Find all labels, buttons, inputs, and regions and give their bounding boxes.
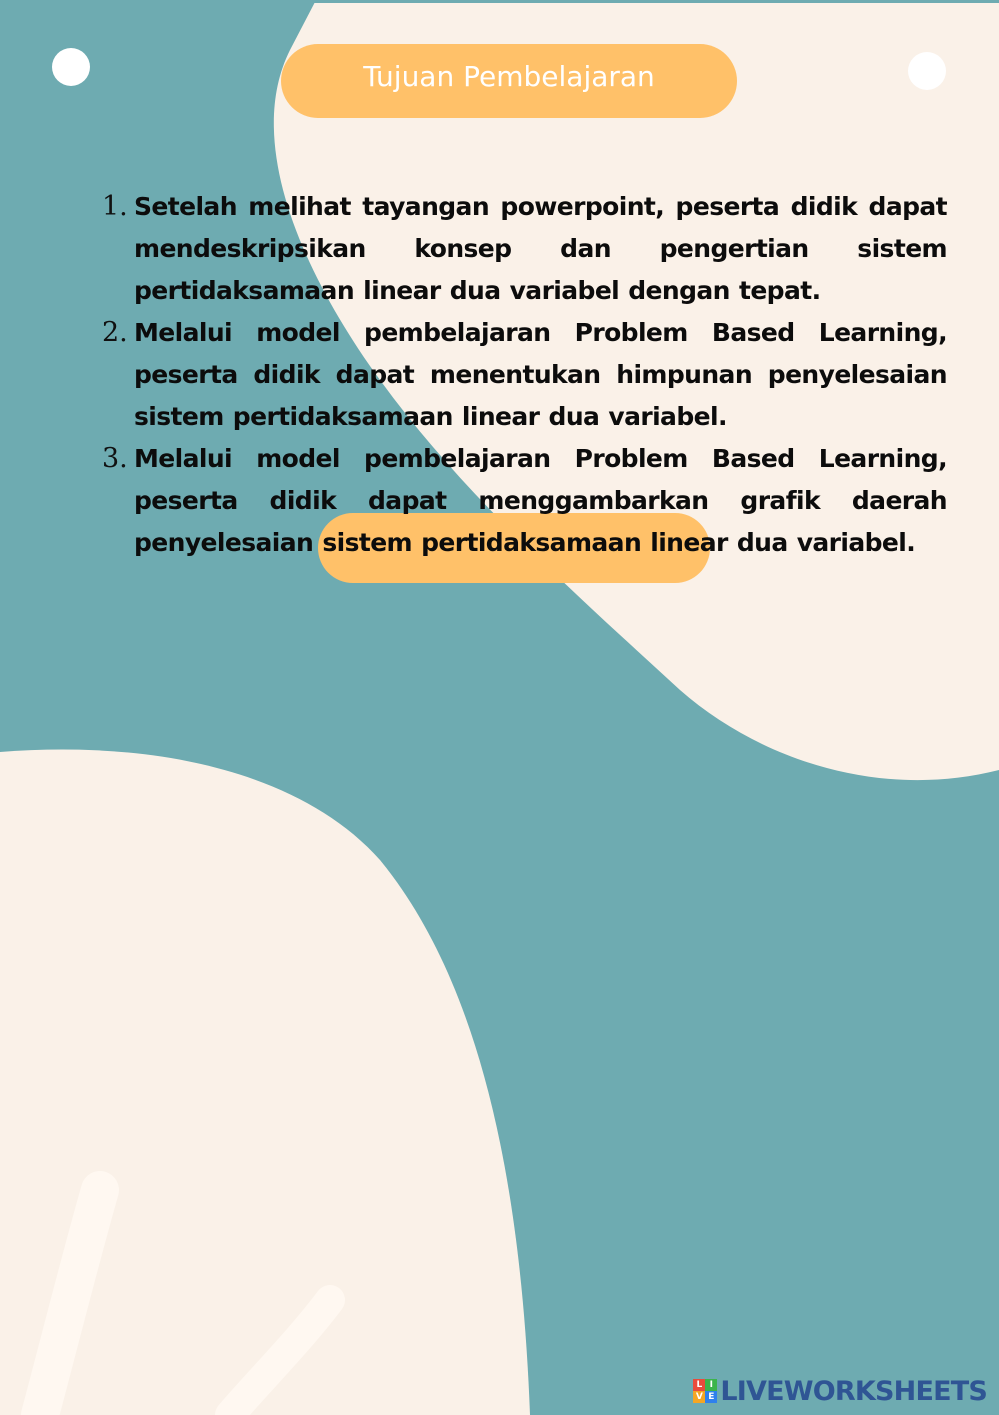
objectives-list [102, 186, 947, 564]
objective-item-3 [102, 438, 947, 564]
left-dot-decoration [52, 48, 90, 86]
objective-item-2 [102, 312, 947, 438]
objective-text: Melalui model pembelajaran Problem Based Learning, peserta didik dapat menentukan himpunan penyelesaian sistem pertidaksamaan linear dua variabel. [134, 318, 947, 431]
logo-letter: I [705, 1379, 717, 1391]
objective-number: 2. [102, 317, 128, 348]
logo-icon [693, 1379, 717, 1403]
objective-number: 1. [102, 191, 128, 222]
page-title: Tujuan Pembelajaran [363, 60, 655, 93]
right-dot-decoration [908, 52, 946, 90]
logo-letter: E [705, 1391, 717, 1403]
liveworksheets-logo [693, 1374, 987, 1408]
logo-letter: L [693, 1379, 705, 1391]
logo-text: LIVEWORKSHEETS [720, 1375, 987, 1407]
objective-text: Setelah melihat tayangan powerpoint, peserta didik dapat mendeskripsikan konsep dan pengertian sistem pertidaksamaan linear dua variabel dengan tepat. [134, 192, 947, 305]
logo-letter: V [693, 1391, 705, 1403]
objective-item-1 [102, 186, 947, 312]
objective-number: 3. [102, 443, 128, 474]
objective-text: Melalui model pembelajaran Problem Based Learning, peserta didik dapat menggambarkan grafik daerah penyelesaian sistem pertidaksamaan linear dua variabel. [134, 444, 947, 557]
